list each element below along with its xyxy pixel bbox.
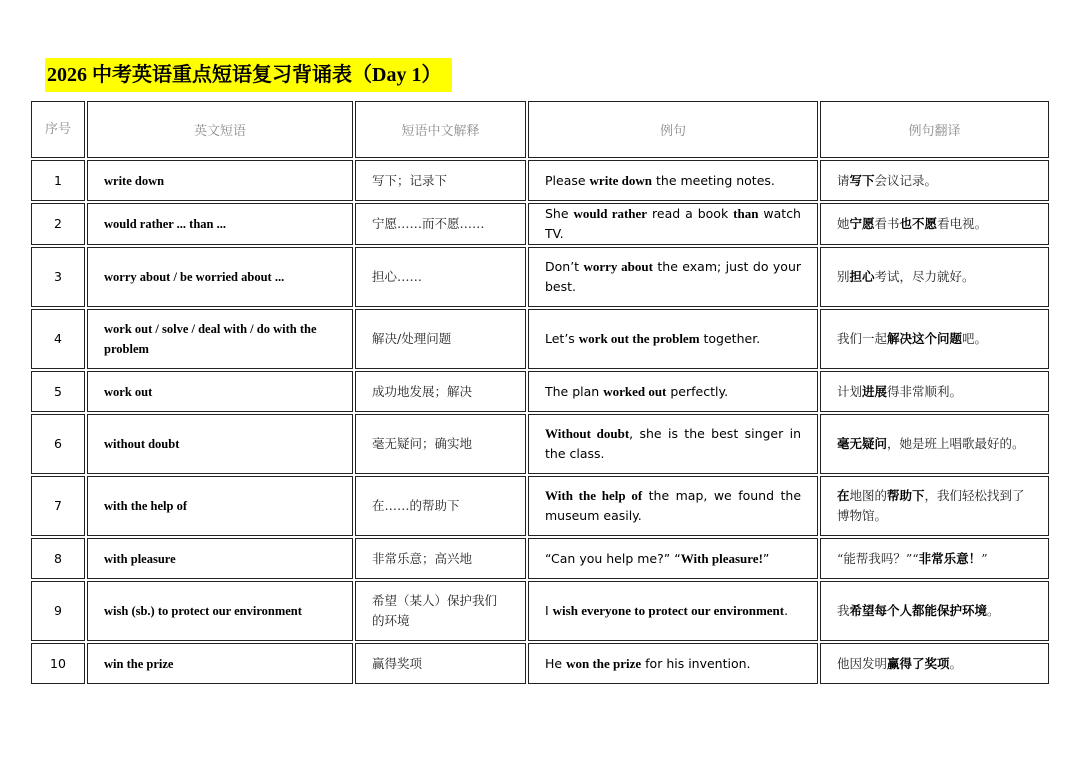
bold-phrase: 在 xyxy=(837,488,850,503)
english-phrase: without doubt xyxy=(87,414,353,474)
text-segment: 他因发明 xyxy=(837,655,888,671)
text-segment: Don’t xyxy=(545,259,584,274)
text-segment: together. xyxy=(699,331,761,346)
table-row xyxy=(31,414,1049,474)
bold-phrase: 担心 xyxy=(849,269,875,284)
example-sentence xyxy=(528,538,818,579)
bold-phrase: With pleasure! xyxy=(680,550,763,566)
text-segment: 看书 xyxy=(874,216,900,231)
table-row xyxy=(31,160,1049,201)
example-translation xyxy=(820,414,1049,474)
row-number: 4 xyxy=(31,309,85,369)
text-segment: 我 xyxy=(837,603,850,618)
phrase-table xyxy=(29,99,1051,686)
text-segment: 请 xyxy=(837,172,850,188)
row-number: 1 xyxy=(31,160,85,201)
bold-phrase: 进展 xyxy=(862,383,888,399)
text-segment: “能帮我吗？”“ xyxy=(837,550,919,566)
example-sentence xyxy=(528,371,818,412)
chinese-meaning: 写下；记录下 xyxy=(355,160,526,201)
text-segment: ” xyxy=(762,550,770,566)
bold-phrase: write down xyxy=(589,172,653,188)
chinese-meaning: 宁愿……而不愿…… xyxy=(355,203,526,245)
text-segment: . xyxy=(784,603,789,618)
table-row xyxy=(31,203,1049,245)
example-sentence xyxy=(528,643,818,684)
row-number: 10 xyxy=(31,643,85,684)
bold-phrase: would rather xyxy=(573,206,648,221)
text-segment: 别 xyxy=(837,269,850,284)
text-segment: 会议记录。 xyxy=(874,172,938,188)
table-row xyxy=(31,309,1049,369)
example-sentence xyxy=(528,203,818,245)
table-row xyxy=(31,643,1049,684)
chinese-meaning: 在……的帮助下 xyxy=(355,476,526,536)
chinese-meaning: 赢得奖项 xyxy=(355,643,526,684)
example-translation xyxy=(820,538,1049,579)
example-sentence xyxy=(528,414,818,474)
header-meaning: 短语中文解释 xyxy=(355,101,526,158)
text-segment: I xyxy=(545,603,553,618)
text-segment: watch TV. xyxy=(545,206,801,241)
text-segment: She xyxy=(545,206,574,221)
bold-phrase: 帮助下 xyxy=(887,488,925,503)
row-number: 3 xyxy=(31,247,85,307)
table-row xyxy=(31,247,1049,307)
text-segment: the exam; just do your best. xyxy=(545,259,802,294)
text-segment: 我们一起 xyxy=(837,331,888,346)
text-segment: ，她是班上唱歌最好的。 xyxy=(887,436,1025,451)
row-number: 7 xyxy=(31,476,85,536)
example-sentence xyxy=(528,309,818,369)
row-number: 8 xyxy=(31,538,85,579)
text-segment: Let’s xyxy=(545,331,579,346)
text-segment: 计划 xyxy=(837,383,863,399)
text-segment: 吧。 xyxy=(962,331,988,346)
text-segment: 考试，尽力就好。 xyxy=(874,269,975,284)
english-phrase: would rather ... than ... xyxy=(87,203,353,245)
text-segment: “Can you help me?” “ xyxy=(545,550,681,566)
english-phrase: with the help of xyxy=(87,476,353,536)
chinese-meaning: 担心…… xyxy=(355,247,526,307)
header-example: 例句 xyxy=(528,101,818,158)
bold-phrase: Without doubt xyxy=(545,426,630,441)
text-segment: Please xyxy=(545,172,590,188)
bold-phrase: With the help of xyxy=(545,488,643,503)
chinese-meaning: 希望（某人）保护我们的环境 xyxy=(355,581,526,641)
example-sentence xyxy=(528,476,818,536)
example-sentence xyxy=(528,247,818,307)
text-segment: 。 xyxy=(949,655,963,671)
bold-phrase: 宁愿 xyxy=(849,216,875,231)
table-header-row xyxy=(31,101,1049,158)
header-num: 序号 xyxy=(31,101,85,158)
text-segment: 得非常顺利。 xyxy=(887,383,963,399)
text-segment: The plan xyxy=(545,383,604,399)
example-sentence xyxy=(528,160,818,201)
bold-phrase: 非常乐意！ xyxy=(918,550,982,566)
english-phrase: with pleasure xyxy=(87,538,353,579)
english-phrase: wish (sb.) to protect our environment xyxy=(87,581,353,641)
bold-phrase: 毫无疑问 xyxy=(837,436,888,451)
example-translation xyxy=(820,247,1049,307)
row-number: 5 xyxy=(31,371,85,412)
example-translation xyxy=(820,581,1049,641)
example-sentence xyxy=(528,581,818,641)
text-segment: perfectly. xyxy=(666,383,729,399)
english-phrase: win the prize xyxy=(87,643,353,684)
text-segment: the meeting notes. xyxy=(652,172,775,188)
english-phrase: work out / solve / deal with / do with the problem xyxy=(87,309,353,369)
bold-phrase: 希望每个人都能保护环境 xyxy=(849,603,988,618)
example-translation xyxy=(820,643,1049,684)
bold-phrase: wish everyone to protect our environment xyxy=(552,603,785,618)
bold-phrase: than xyxy=(733,206,759,221)
table-row xyxy=(31,581,1049,641)
english-phrase: write down xyxy=(87,160,353,201)
text-segment: 她 xyxy=(837,216,850,231)
text-segment: He xyxy=(545,655,567,671)
row-number: 9 xyxy=(31,581,85,641)
text-segment: for his invention. xyxy=(641,655,751,671)
table-row xyxy=(31,476,1049,536)
table-row xyxy=(31,538,1049,579)
example-translation xyxy=(820,476,1049,536)
bold-phrase: 也不愿 xyxy=(899,216,938,231)
header-phrase: 英文短语 xyxy=(87,101,353,158)
bold-phrase: worked out xyxy=(603,383,667,399)
english-phrase: worry about / be worried about ... xyxy=(87,247,353,307)
bold-phrase: worry about xyxy=(583,259,653,274)
row-number: 6 xyxy=(31,414,85,474)
text-segment: 看电视。 xyxy=(937,216,988,231)
bold-phrase: 赢得了奖项 xyxy=(887,655,950,671)
text-segment: read a book xyxy=(647,206,734,221)
table-row xyxy=(31,371,1049,412)
example-translation xyxy=(820,371,1049,412)
bold-phrase: work out the problem xyxy=(578,331,700,346)
chinese-meaning: 非常乐意；高兴地 xyxy=(355,538,526,579)
example-translation xyxy=(820,160,1049,201)
text-segment: 。 xyxy=(987,603,1000,618)
text-segment: , she is the best singer in the class. xyxy=(545,426,802,461)
text-segment: the map, we found the museum easily. xyxy=(545,488,802,523)
page-title: 2026 中考英语重点短语复习背诵表（Day 1） xyxy=(45,58,452,92)
bold-phrase: 写下 xyxy=(849,172,875,188)
english-phrase: work out xyxy=(87,371,353,412)
text-segment: 地图的 xyxy=(849,488,888,503)
chinese-meaning: 毫无疑问；确实地 xyxy=(355,414,526,474)
chinese-meaning: 成功地发展；解决 xyxy=(355,371,526,412)
text-segment: ” xyxy=(981,550,988,566)
example-translation xyxy=(820,203,1049,245)
header-translation: 例句翻译 xyxy=(820,101,1049,158)
row-number: 2 xyxy=(31,203,85,245)
text-segment: ，我们轻松找到了博物馆。 xyxy=(837,488,1025,523)
bold-phrase: 解决这个问题 xyxy=(887,331,963,346)
chinese-meaning: 解决/处理问题 xyxy=(355,309,526,369)
bold-phrase: won the prize xyxy=(566,655,642,671)
example-translation xyxy=(820,309,1049,369)
